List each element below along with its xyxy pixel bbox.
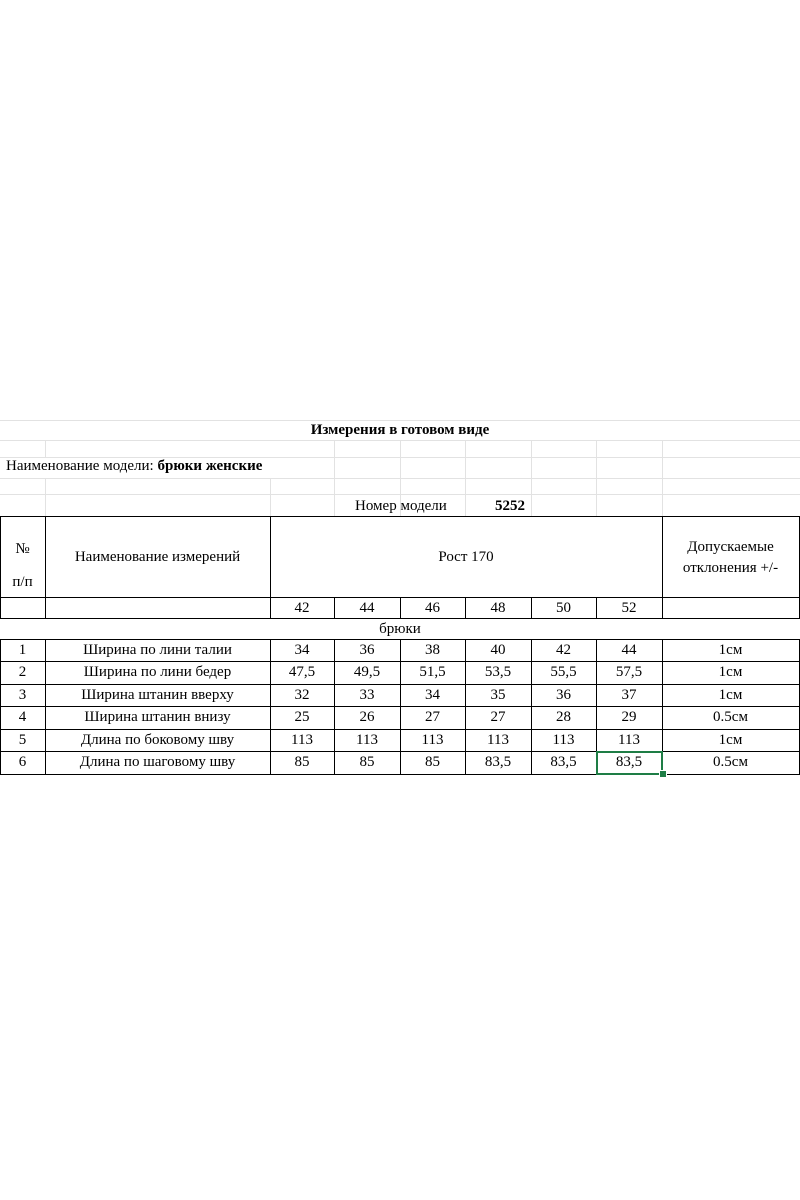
value-cell[interactable]: 85 bbox=[359, 754, 375, 770]
value-cell[interactable]: 47,5 bbox=[288, 664, 316, 680]
measurement-name-cell[interactable]: Ширина штанин вверху bbox=[81, 687, 234, 703]
fill-handle[interactable] bbox=[659, 770, 667, 778]
value-cell[interactable]: 113 bbox=[552, 732, 575, 748]
value-cell[interactable]: 83,5 bbox=[484, 754, 512, 770]
model-name-value: брюки женские bbox=[157, 458, 263, 474]
value-cell[interactable]: 113 bbox=[618, 732, 640, 748]
size-header-cell[interactable]: 44 bbox=[359, 600, 375, 616]
value-cell[interactable]: 42 bbox=[556, 642, 571, 658]
size-header-cell[interactable]: 46 bbox=[425, 600, 440, 616]
value-cell[interactable]: 55,5 bbox=[550, 664, 577, 680]
value-cell[interactable]: 51,5 bbox=[419, 664, 446, 680]
value-cell[interactable]: 27 bbox=[490, 709, 506, 725]
value-cell[interactable]: 40 bbox=[490, 642, 506, 658]
model-name-label: Наименование модели: bbox=[6, 458, 154, 474]
value-cell[interactable]: 113 bbox=[356, 732, 378, 748]
value-cell[interactable]: 34 bbox=[425, 687, 440, 703]
value-cell[interactable]: 44 bbox=[621, 642, 637, 658]
spreadsheet bbox=[0, 420, 800, 780]
value-cell[interactable]: 83,5 bbox=[615, 754, 643, 770]
row-number-cell[interactable]: 3 bbox=[18, 687, 27, 703]
tolerance-cell[interactable]: 1см bbox=[718, 664, 743, 680]
value-cell[interactable]: 28 bbox=[556, 709, 571, 725]
measurement-name-cell[interactable]: Длина по шаговому шву bbox=[79, 754, 236, 770]
measurement-name-cell[interactable]: Ширина по лини талии bbox=[83, 642, 232, 658]
header-number-sub: п/п bbox=[12, 574, 33, 590]
tolerance-cell[interactable]: 1см bbox=[718, 732, 743, 748]
size-header-cell[interactable]: 42 bbox=[294, 600, 310, 616]
header-height: Рост 170 bbox=[438, 549, 494, 565]
value-cell[interactable]: 85 bbox=[294, 754, 310, 770]
tolerance-cell[interactable]: 0.5см bbox=[713, 754, 748, 770]
value-cell[interactable]: 57,5 bbox=[615, 664, 643, 680]
row-number-cell[interactable]: 5 bbox=[18, 732, 27, 748]
size-header-cell[interactable]: 48 bbox=[490, 600, 506, 616]
value-cell[interactable]: 37 bbox=[621, 687, 637, 703]
model-name-row bbox=[6, 459, 262, 474]
value-cell[interactable]: 85 bbox=[425, 754, 440, 770]
header-tolerance-1: Допускаемые bbox=[687, 539, 774, 555]
active-cell-selection[interactable] bbox=[596, 751, 663, 775]
row-number-cell[interactable]: 4 bbox=[18, 709, 27, 725]
value-cell[interactable]: 27 bbox=[425, 709, 440, 725]
value-cell[interactable]: 25 bbox=[294, 709, 310, 725]
value-cell[interactable]: 34 bbox=[294, 642, 310, 658]
model-number-value: 5252 bbox=[495, 498, 525, 514]
value-cell[interactable]: 26 bbox=[359, 709, 375, 725]
value-cell[interactable]: 36 bbox=[556, 687, 571, 703]
tolerance-cell[interactable]: 1см bbox=[718, 687, 743, 703]
model-number-label: Номер модели bbox=[355, 498, 447, 514]
value-cell[interactable]: 33 bbox=[359, 687, 375, 703]
measurement-name-cell[interactable]: Ширина по лини бедер bbox=[83, 664, 232, 680]
tolerance-cell[interactable]: 1см bbox=[718, 642, 743, 658]
value-cell[interactable]: 113 bbox=[291, 732, 313, 748]
value-cell[interactable]: 53,5 bbox=[484, 664, 512, 680]
header-number: № bbox=[15, 541, 30, 557]
value-cell[interactable]: 36 bbox=[359, 642, 375, 658]
measurement-name-cell[interactable]: Длина по боковому шву bbox=[80, 732, 235, 748]
value-cell[interactable]: 49,5 bbox=[353, 664, 381, 680]
value-cell[interactable]: 83,5 bbox=[550, 754, 577, 770]
header-tolerance-2: отклонения +/- bbox=[682, 560, 779, 576]
tolerance-cell[interactable]: 0.5см bbox=[713, 709, 748, 725]
value-cell[interactable]: 29 bbox=[621, 709, 637, 725]
measurement-name-cell[interactable]: Ширина штанин внизу bbox=[84, 709, 231, 725]
value-cell[interactable]: 113 bbox=[421, 732, 444, 748]
value-cell[interactable]: 113 bbox=[487, 732, 509, 748]
row-number-cell[interactable]: 6 bbox=[18, 754, 27, 770]
value-cell[interactable]: 38 bbox=[425, 642, 440, 658]
row-number-cell[interactable]: 2 bbox=[18, 664, 27, 680]
header-measurement: Наименование измерений bbox=[74, 549, 241, 565]
size-header-cell[interactable]: 52 bbox=[621, 600, 637, 616]
section-label: брюки bbox=[379, 621, 421, 637]
value-cell[interactable]: 35 bbox=[490, 687, 506, 703]
row-number-cell[interactable]: 1 bbox=[18, 642, 27, 658]
size-header-cell[interactable]: 50 bbox=[556, 600, 571, 616]
table-title: Измерения в готовом виде bbox=[310, 422, 490, 438]
value-cell[interactable]: 32 bbox=[294, 687, 310, 703]
